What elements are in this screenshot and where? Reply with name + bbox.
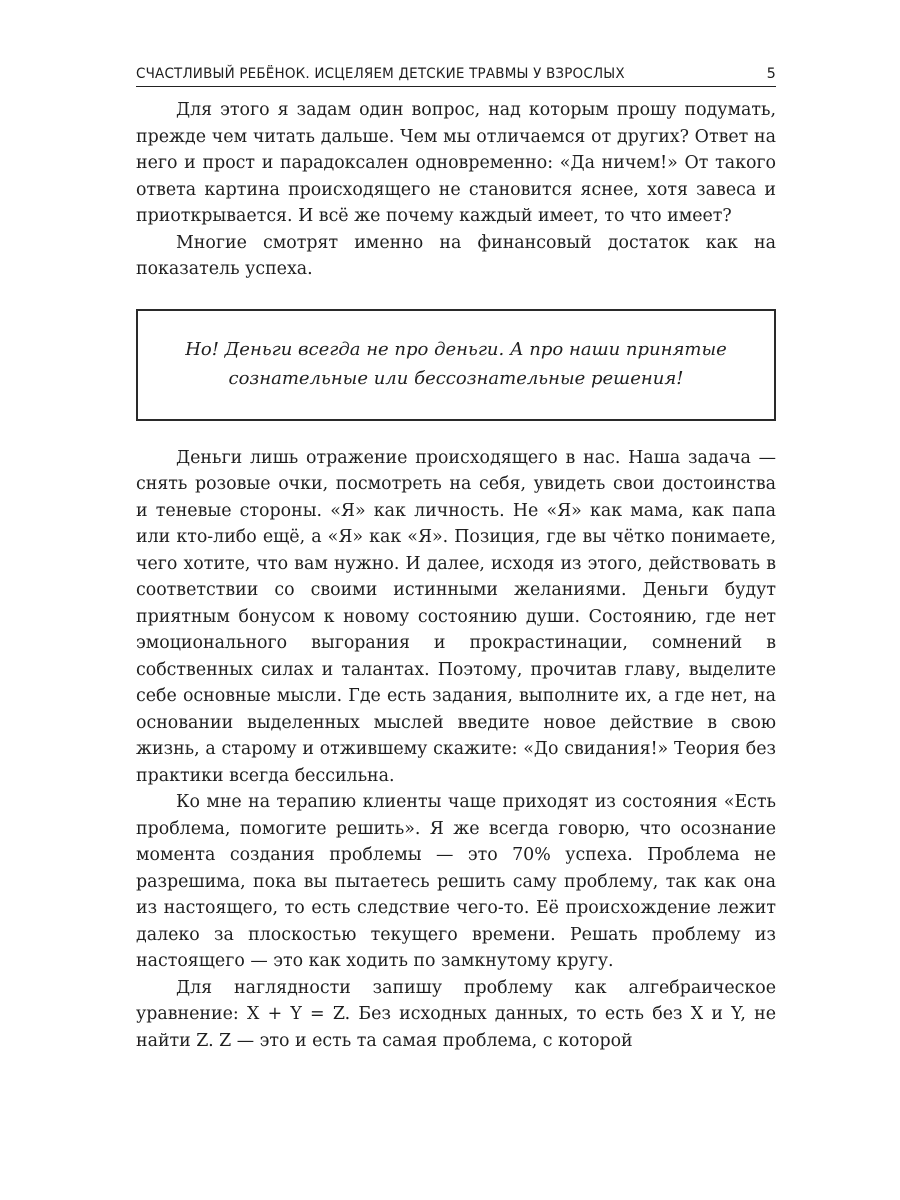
paragraph: Ко мне на терапию клиенты чаще приходят из состояния «Есть проблема, помогите решить». Я же всегда говорю, что осознание момента создания проблемы — это 70% успеха. Проблема не разрешима, пока вы пытаетесь решить саму проблему, так как она из настоящего, то есть следствие чего-то. Её происхождение лежит далеко за плоскостью текущего времени. Решать проблему из настоящего — это как ходить по замкнутому кругу. [136, 792, 776, 971]
text-block-bottom [136, 445, 776, 1055]
book-page [136, 66, 776, 1054]
paragraph: Для этого я задам один вопрос, над которым прошу подумать, прежде чем читать дальше. Чем мы отличаемся от других? Ответ на него и прост и парадоксален одновременно: «Да ничем!» От такого ответа картина происходящего не становится яснее, хотя завеса и приоткрывается. И всё же почему каждый имеет, то что имеет? [136, 100, 776, 226]
page-number: 5 [766, 66, 776, 82]
paragraph: Для наглядности запишу проблему как алгебраическое уравнение: X + Y = Z. Без исходных данных, то есть без X и Y, не найти Z. Z — это и есть та самая проблема, с которой [136, 977, 776, 1051]
paragraph: Деньги лишь отражение происходящего в нас. Наша задача — снять розовые очки, посмотреть на себя, увидеть свои достоинства и теневые стороны. «Я» как личность. Не «Я» как мама, как папа или кто-либо ещё, а «Я» как «Я». Позиция, где вы чётко понимаете, чего хотите, что вам нужно. И далее, исходя из этого, действовать в соответствии со своими истинными желаниями. Деньги будут приятным бонусом к новому состоянию души. Состоянию, где нет эмоционального выгорания и прокрастинации, сомнений в собственных силах и талантах. Поэтому, прочитав главу, выделите себе основные мысли. Где есть задания, выполните их, а где нет, на основании выделенных мыслей введите новое действие в свою жизнь, а старому и отжившему скажите: «До свидания!» Теория без практики всегда бессильна. [136, 447, 776, 786]
paragraph: Многие смотрят именно на финансовый достаток как на показатель успеха. [136, 232, 776, 279]
callout-line-1: Но! Деньги всегда не про деньги. А про наши принятые [185, 338, 727, 360]
running-head [136, 66, 776, 87]
text-block-top [136, 97, 776, 283]
callout-line-2: сознательные или бессознательные решения! [228, 367, 684, 389]
callout-box [136, 309, 776, 421]
running-head-title: СЧАСТЛИВЫЙ РЕБЁНОК. ИСЦЕЛЯЕМ ДЕТСКИЕ ТРАВМЫ У ВЗРОСЛЫХ [136, 66, 625, 82]
